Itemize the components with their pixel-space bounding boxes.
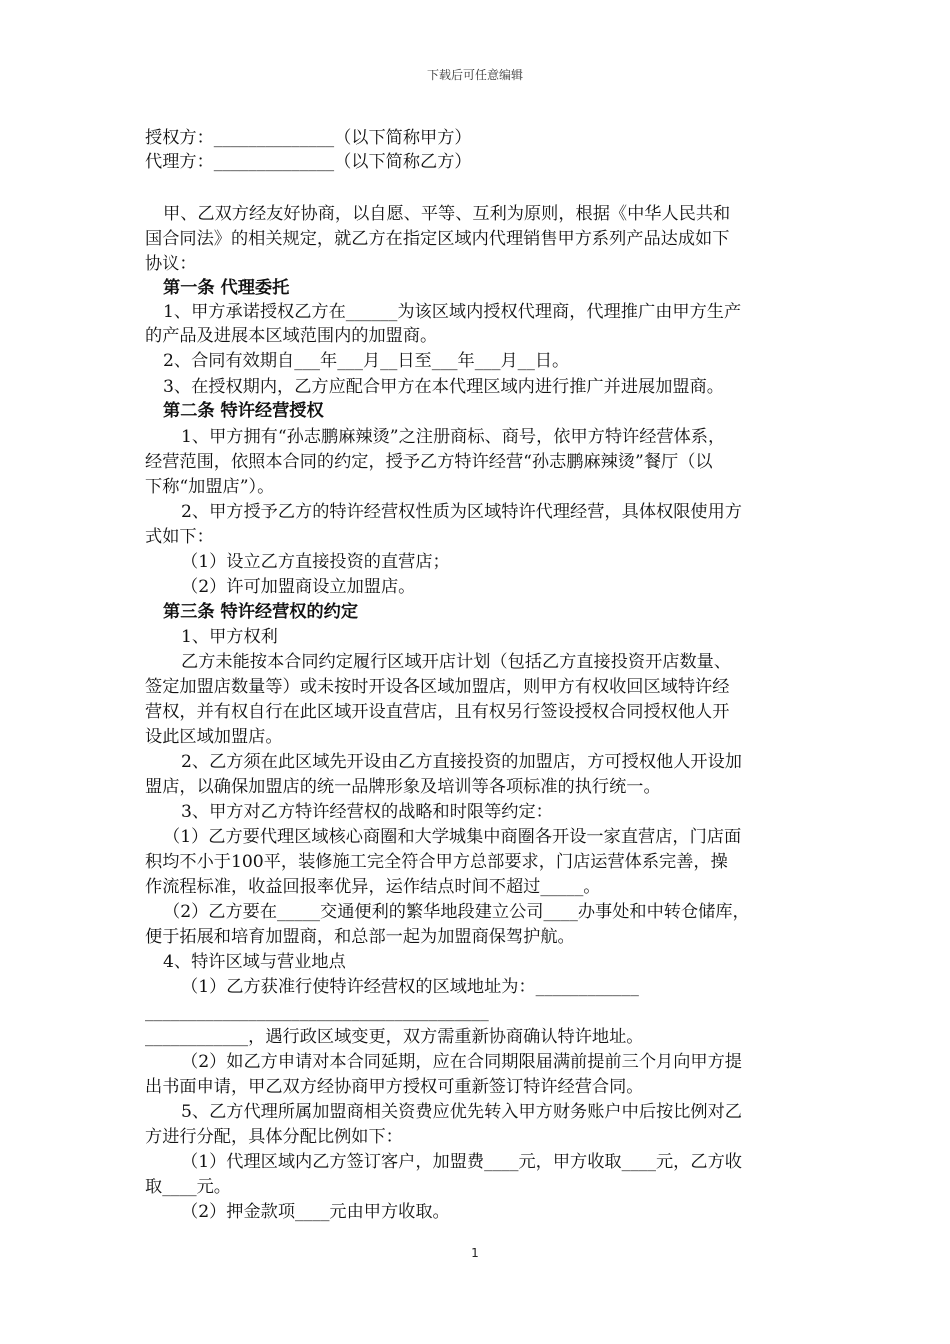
line-text: 经营范围，依照本合同的约定，授予乙方特许经营“孙志鹏麻辣烫”餐厅（以 xyxy=(145,452,713,472)
line-text: 3、在授权期内，乙方应配合甲方在本代理区域内进行推广并进展加盟商。 xyxy=(163,377,724,397)
line-text: 式如下： xyxy=(145,527,214,547)
line-text: 的产品及进展本区域范围内的加盟商。 xyxy=(145,326,438,346)
line-text: 作流程标准，收益回报率优异，运作结点时间不超过_____。 xyxy=(145,877,601,897)
line-text: ________________________________________ xyxy=(145,1002,489,1022)
line-text: 下称“加盟店”）。 xyxy=(145,477,275,497)
line-text: 1、甲方承诺授权乙方在______为该区域内授权代理商，代理推广由甲方生产 xyxy=(163,302,742,322)
line-text: 便于拓展和培育加盟商，和总部一起为加盟商保驾护航。 xyxy=(145,927,575,947)
line-text: 国合同法》的相关规定，就乙方在指定区域内代理销售甲方系列产品达成如下 xyxy=(145,229,730,249)
line-text: 协议： xyxy=(145,254,197,274)
line-text: 2、甲方授予乙方的特许经营权性质为区域特许代理经营，具体权限使用方 xyxy=(181,502,742,522)
line-text: 积均不小于100平，装修施工完全符合甲方总部要求，门店运营体系完善，操 xyxy=(145,852,728,872)
line-text: 2、合同有效期自___年___月__日至___年___月__日。 xyxy=(163,351,570,371)
line-text: 授权方：______________（以下简称甲方） xyxy=(145,128,472,148)
line-text: 甲、乙双方经友好协商，以自愿、平等、互利为原则，根据《中华人民共和 xyxy=(163,204,731,224)
line-text: 签定加盟店数量等）或未按时开设各区域加盟店，则甲方有权收回区域特许经 xyxy=(145,677,730,697)
line-text: （1）代理区域内乙方签订客户，加盟费____元，甲方收取____元，乙方收 xyxy=(181,1152,742,1172)
line-text: （2）押金款项____元由甲方收取。 xyxy=(181,1202,450,1222)
line-text: 5、乙方代理所属加盟商相关资费应优先转入甲方财务账户中后按比例对乙 xyxy=(181,1102,742,1122)
line-text: 营权，并有权自行在此区域开设直营店，且有权另行签设授权合同授权他人开 xyxy=(145,702,730,722)
line-text: 1、甲方权利 xyxy=(181,627,278,647)
line-text: 盟店，以确保加盟店的统一品牌形象及培训等各项标准的执行统一。 xyxy=(145,777,661,797)
line-text: 4、特许区域与营业地点 xyxy=(163,952,346,972)
line-text: （2）如乙方申请对本合同延期，应在合同期限届满前提前三个月向甲方提 xyxy=(181,1052,742,1072)
line-text: 第二条 特许经营授权 xyxy=(163,401,324,421)
line-text: 设此区域加盟店。 xyxy=(145,727,283,747)
line-text: 代理方：______________（以下简称乙方） xyxy=(145,152,472,172)
line-text: 出书面申请，甲乙双方经协商甲方授权可重新签订特许经营合同。 xyxy=(145,1077,644,1097)
line-text: 取____元。 xyxy=(145,1177,231,1197)
line-text: （1）乙方获准行使特许经营权的区域地址为：____________ xyxy=(181,977,639,997)
line-text: （2）乙方要在_____交通便利的繁华地段建立公司____办事处和中转仓储库， xyxy=(163,902,750,922)
line-text: 乙方未能按本合同约定履行区域开店计划（包括乙方直接投资开店数量、 xyxy=(181,652,732,672)
line-text: 方进行分配，具体分配比例如下： xyxy=(145,1127,403,1147)
line-text: 2、乙方须在此区域先开设由乙方直接投资的加盟店，方可授权他人开设加 xyxy=(181,752,742,772)
page-number: 1 xyxy=(471,1246,479,1260)
page-header: 下载后可任意编辑 xyxy=(426,68,523,82)
line-text: 第三条 特许经营权的约定 xyxy=(163,602,359,622)
line-text: （2）许可加盟商设立加盟店。 xyxy=(181,577,416,597)
line-text: （1）设立乙方直接投资的直营店； xyxy=(181,552,450,572)
line-text: 1、甲方拥有“孙志鹏麻辣烫”之注册商标、商号，依甲方特许经营体系， xyxy=(181,427,726,447)
line-text: ____________，遇行政区域变更，双方需重新协商确认特许地址。 xyxy=(145,1027,644,1047)
line-text: （1）乙方要代理区域核心商圈和大学城集中商圈各开设一家直营店，门店面 xyxy=(163,827,742,847)
line-text: 3、甲方对乙方特许经营权的战略和时限等约定： xyxy=(181,802,553,822)
line-text: 第一条 代理委托 xyxy=(163,278,290,298)
